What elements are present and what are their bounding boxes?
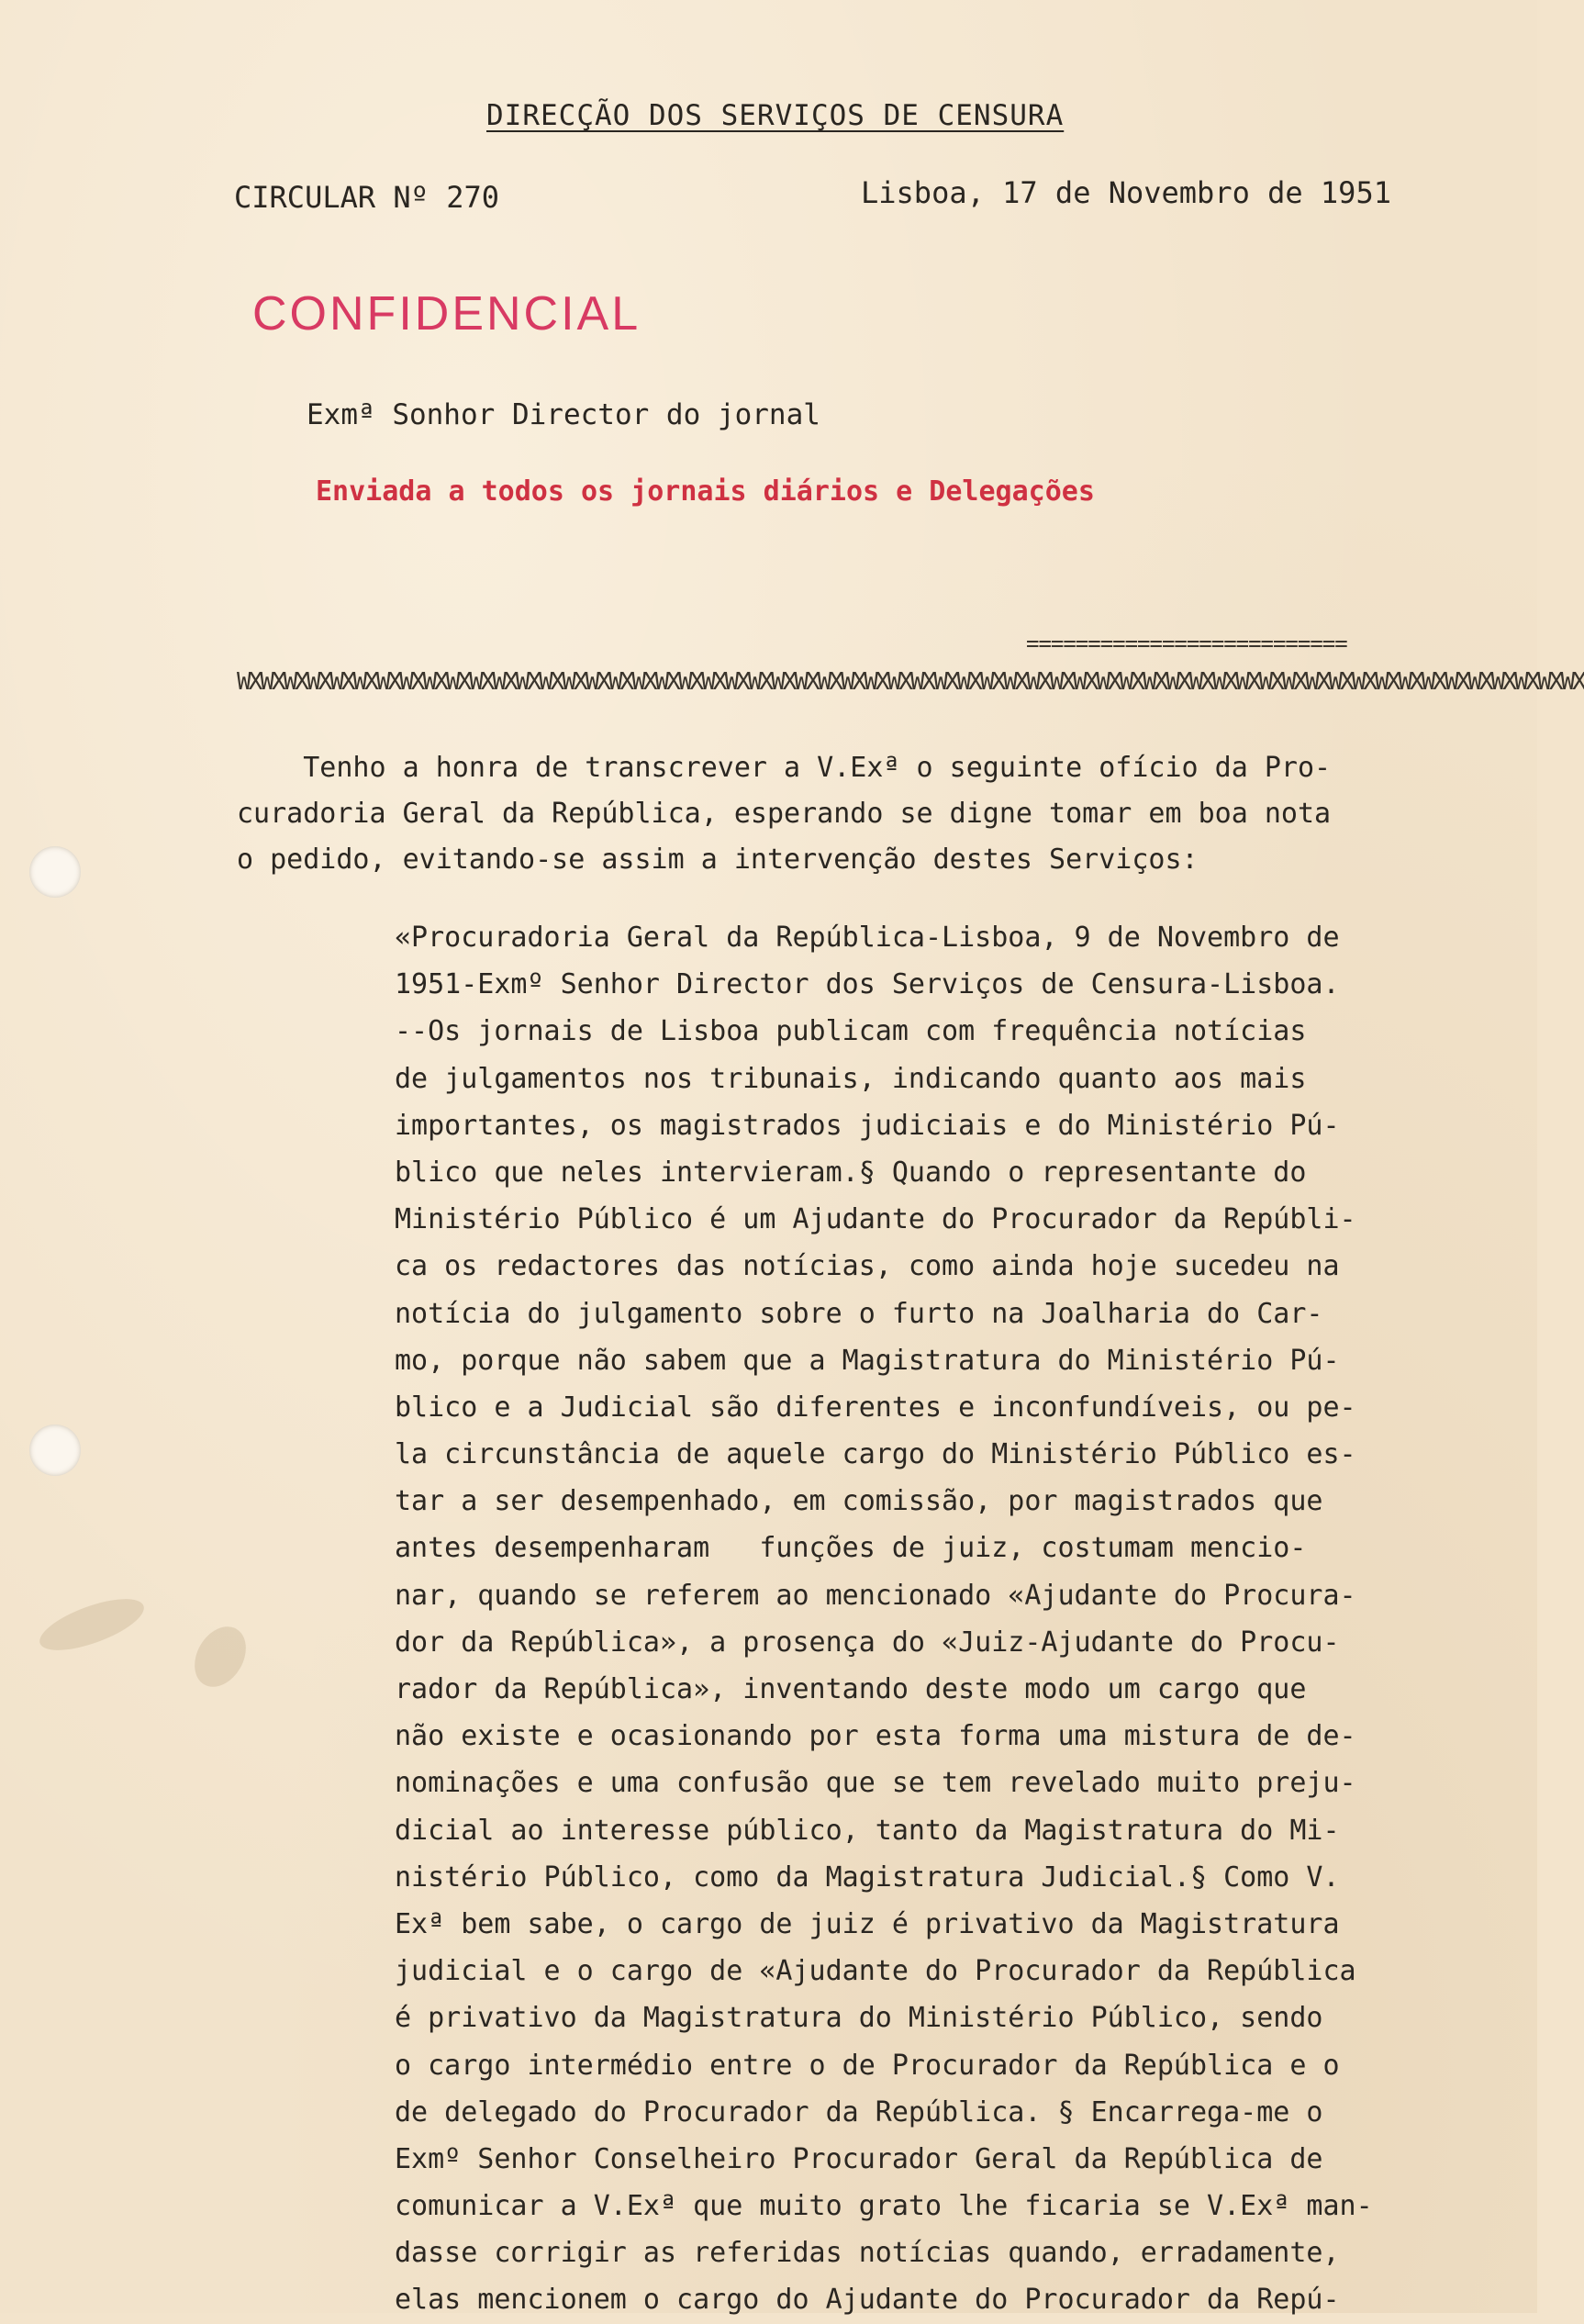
quote-line: Exmº Senhor Conselheiro Procurador Geral da República de xyxy=(395,2142,1323,2175)
quote-line: Exª bem sabe, o cargo de juiz é privativo da Magistratura xyxy=(395,1907,1340,1940)
quoted-letter xyxy=(395,914,1496,2324)
quote-line: --Os jornais de Lisboa publicam com frequência notícias xyxy=(395,1015,1307,1048)
quote-line: dor da República», a prosença do «Juiz-Ajudante do Procu- xyxy=(395,1626,1340,1659)
quote-line: judicial e o cargo de «Ajudante do Procurador da República xyxy=(395,1955,1356,1988)
punch-hole-bottom xyxy=(29,1425,81,1476)
quote-line: 1951-Exmº Senhor Director dos Serviços de Censura-Lisboa. xyxy=(395,968,1340,1001)
quote-line: nar, quando se referem ao mencionado «Ajudante do Procura- xyxy=(395,1579,1356,1612)
quote-line: «Procuradoria Geral da República-Lisboa, 9 de Novembro de xyxy=(395,922,1340,954)
quote-line: nistério Público, como da Magistratura Judicial.§ Como V. xyxy=(395,1860,1340,1894)
quote-line: la circunstância de aquele cargo do Ministério Público es- xyxy=(395,1438,1356,1471)
distribution-note: Enviada a todos os jornais diários e Delegações xyxy=(316,475,1095,508)
quote-line: Ministério Público é um Ajudante do Procurador da Repúbli- xyxy=(395,1203,1356,1236)
intro-paragraph xyxy=(237,745,1467,883)
quote-line: notícia do julgamento sobre o furto na Joalharia do Car- xyxy=(395,1297,1323,1330)
quote-line: tar a ser desempenhado, em comissão, por magistrados que xyxy=(395,1485,1323,1518)
circular-number: CIRCULAR Nº 270 xyxy=(234,180,499,215)
body-line: o pedido, evitando-se assim a intervenção destes Serviços: xyxy=(237,844,1199,876)
quote-line: nominações e uma confusão que se tem revelado muito preju- xyxy=(395,1767,1356,1800)
stain-mark xyxy=(34,1589,150,1661)
quote-line: rador da República», inventando deste modo um cargo que xyxy=(395,1673,1307,1705)
quote-line: de julgamentos nos tribunais, indicando quanto aos mais xyxy=(395,1062,1307,1095)
quote-line: o cargo intermédio entre o de Procurador da República e o xyxy=(395,2049,1340,2082)
document-date: Lisboa, 17 de Novembro de 1951 xyxy=(861,175,1391,210)
stain-mark xyxy=(184,1617,256,1696)
document-heading: DIRECÇÃO DOS SERVIÇOS DE CENSURA xyxy=(486,99,1065,132)
quote-line: comunicar a V.Exª que muito grato lhe ficaria se V.Exª man- xyxy=(395,2190,1373,2223)
quote-line: antes desempenharam funções de juiz, costumam mencio- xyxy=(395,1532,1307,1565)
body-line: curadoria Geral da República, esperando se digne tomar em boa nota xyxy=(237,798,1332,830)
quote-line: dasse corrigir as referidas notícias quando, erradamente, xyxy=(395,2237,1340,2270)
quote-line: blico que neles intervieram.§ Quando o representante do xyxy=(395,1156,1307,1189)
struck-out-line: ========================== xyxy=(1026,631,1347,656)
quote-line: blico e a Judicial são diferentes e inconfundíveis, ou pe- xyxy=(395,1391,1356,1424)
overtyped-separator: WXWXWXWXWXWXWXWXWXWXWXWXWXWXWXWXWXWXWXWXWXWXWXWXWXWXWXWXWXWXWXWXWXWXWXWXWXWXWXWXWXWXWXWXWXWXWXWXWXWXWXWXWXWXWXWXWXWX xyxy=(237,668,1584,696)
quote-line: de delegado do Procurador da República. § Encarrega-me o xyxy=(395,2095,1323,2128)
quote-line: mo, porque não sabem que a Magistratura do Ministério Pú- xyxy=(395,1344,1340,1377)
addressee-line: Exmª Sonhor Director do jornal xyxy=(307,398,820,431)
quote-line: dicial ao interesse público, tanto da Magistratura do Mi- xyxy=(395,1814,1340,1847)
confidential-stamp: CONFIDENCIAL xyxy=(252,287,641,341)
quote-line: ca os redactores das notícias, como ainda hoje sucedeu na xyxy=(395,1250,1340,1283)
quote-line: não existe e ocasionando por esta forma uma mistura de de- xyxy=(395,1720,1356,1753)
quote-line: elas mencionem o cargo do Ajudante do Procurador da Repú- xyxy=(395,2284,1340,2317)
body-line: Tenho a honra de transcrever a V.Exª o seguinte ofício da Pro- xyxy=(237,752,1332,784)
quote-line: importantes, os magistrados judiciais e do Ministério Pú- xyxy=(395,1109,1340,1142)
punch-hole-top xyxy=(29,846,81,898)
quote-line: é privativo da Magistratura do Ministério Público, sendo xyxy=(395,2002,1323,2035)
